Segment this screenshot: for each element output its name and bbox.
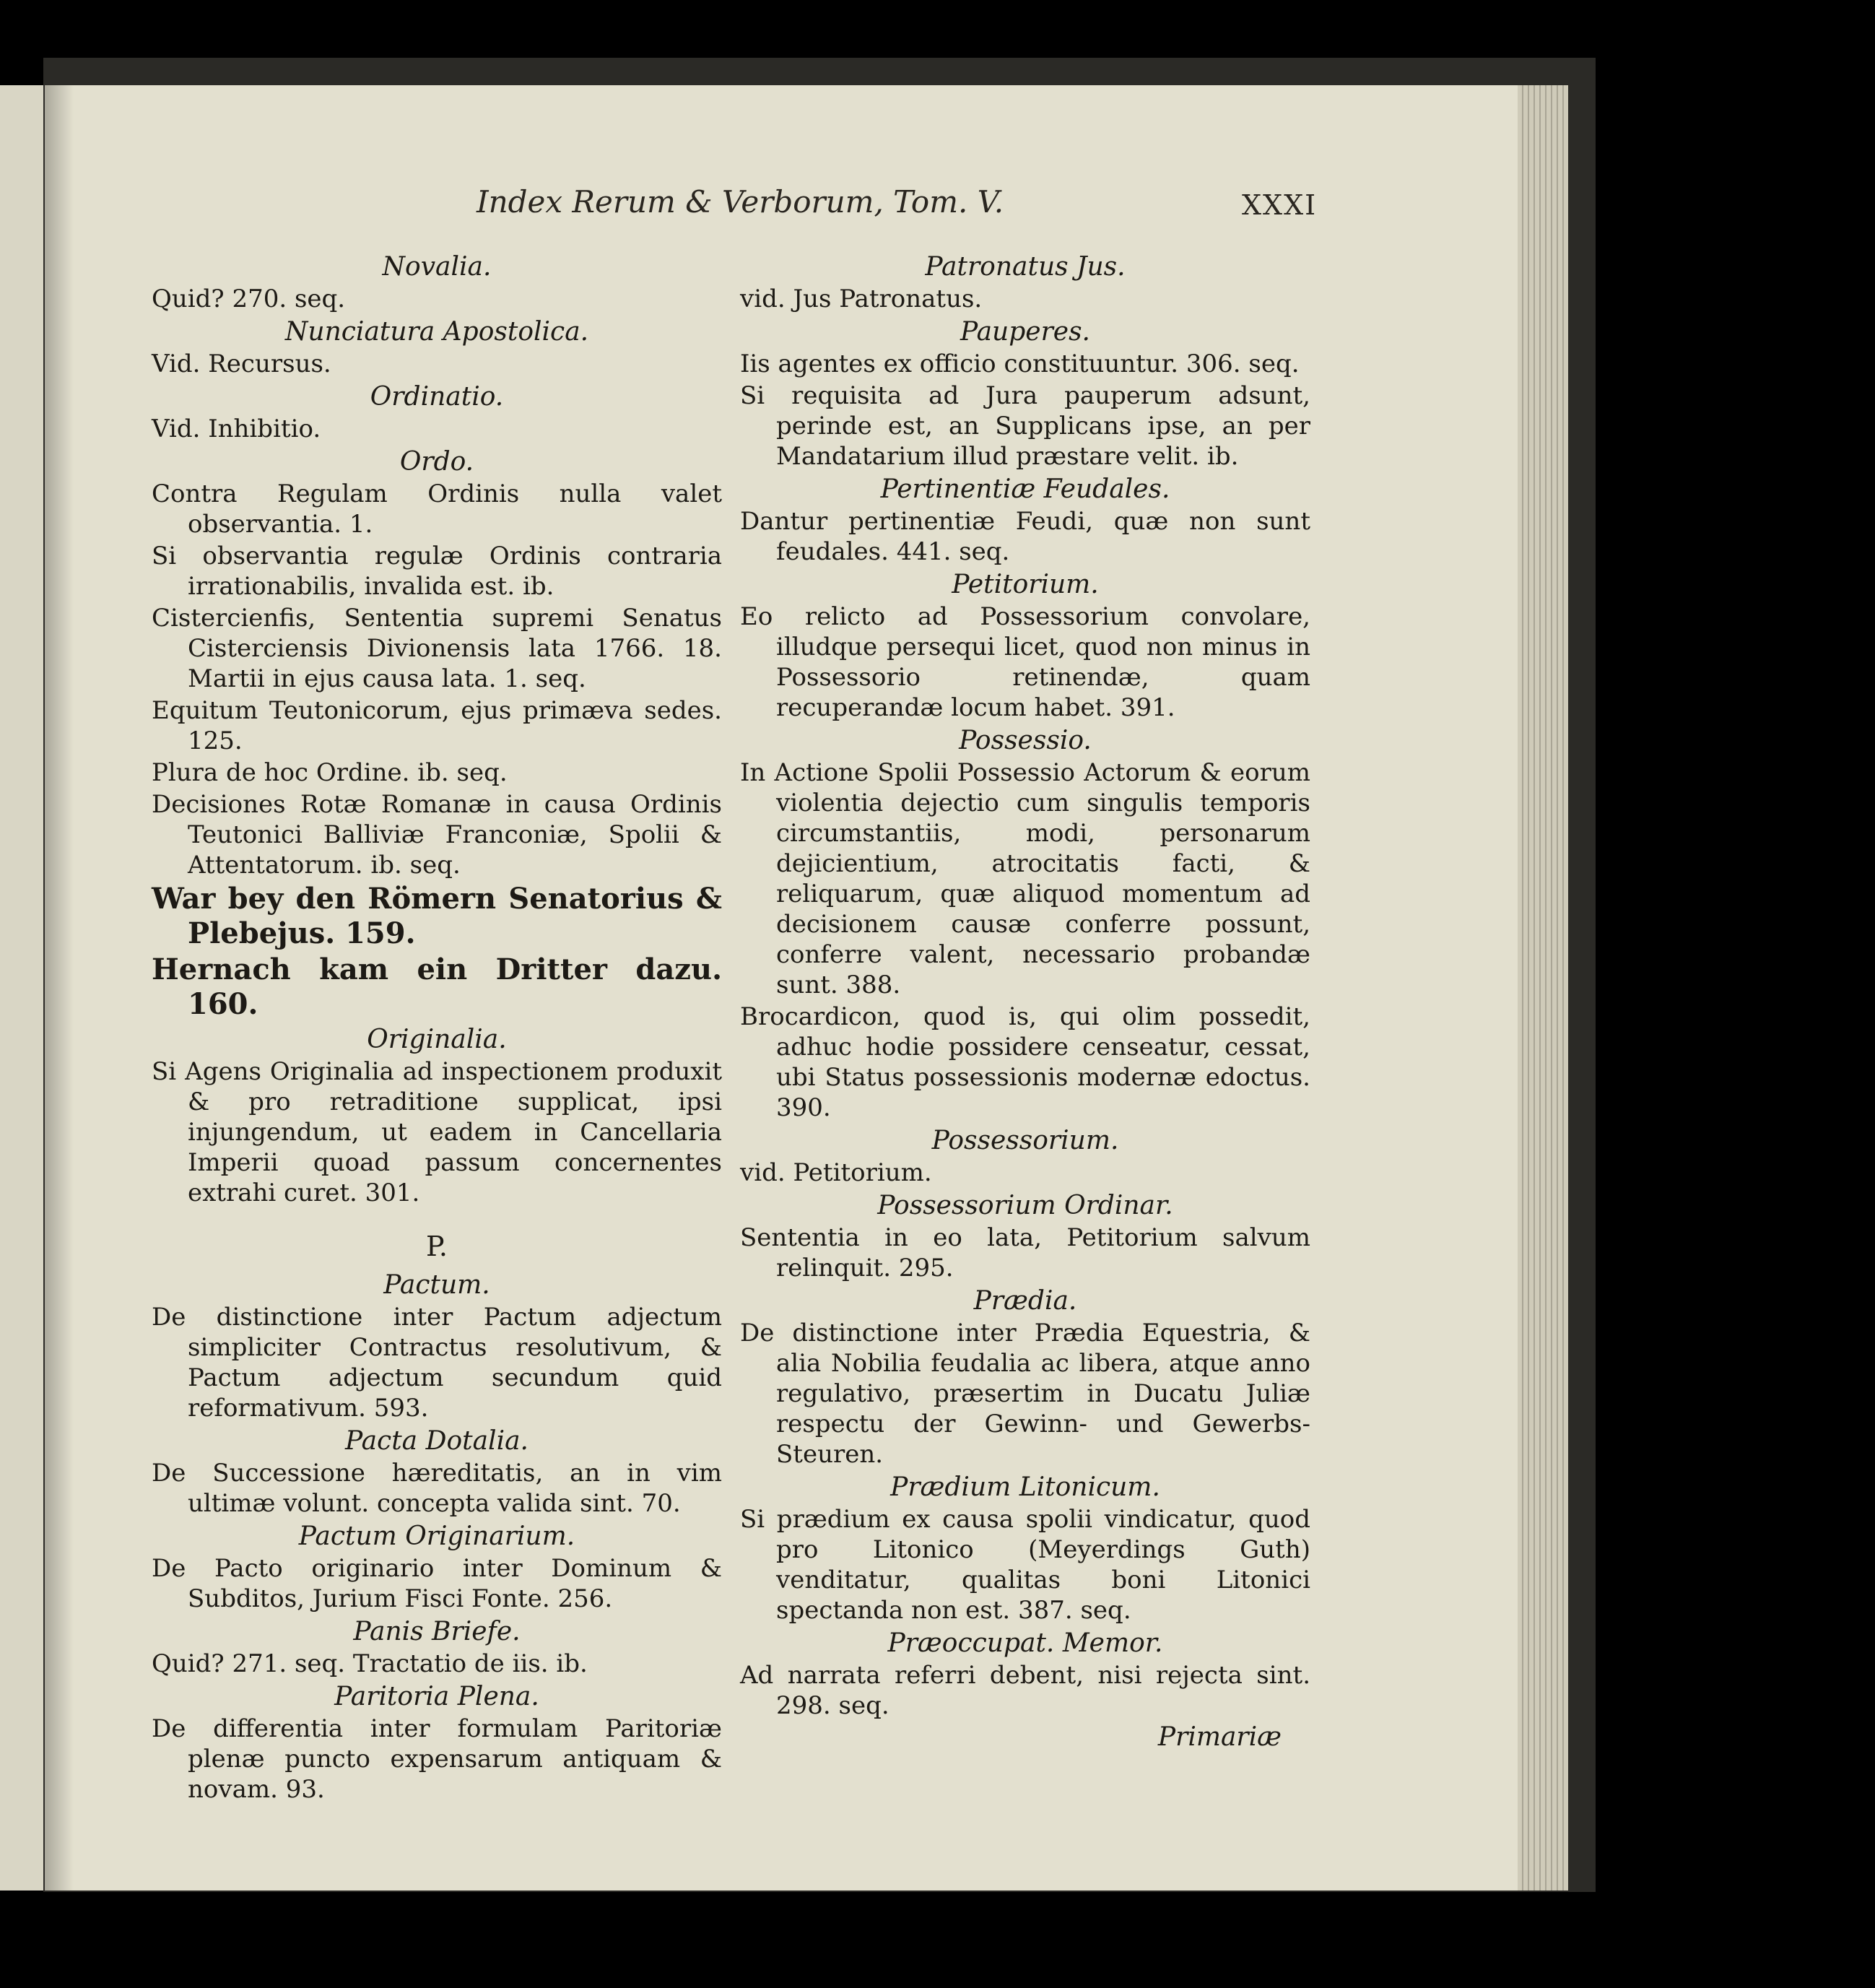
index-entry: War bey den Römern Senatorius & Plebejus. 159. [152, 882, 722, 950]
index-entry: De Pacto originario inter Dominum & Subditos, Jurium Fisci Fonte. 256. [152, 1554, 722, 1613]
index-entry: vid. Jus Patronatus. [740, 285, 983, 313]
index-entry: Brocardicon, quod is, qui olim possedit, adhuc hodie possidere censeatur, cessat, ubi Status possessionis modernæ edoctus. 390. [740, 1002, 1310, 1122]
gutter-shadow [45, 85, 74, 1891]
index-heading: Novalia. [382, 252, 492, 282]
index-entry: Iis agentes ex officio constituuntur. 306. seq. [740, 350, 1300, 378]
page-number: XXXI [1242, 189, 1318, 221]
index-entry: vid. Petitorium. [740, 1158, 932, 1187]
index-entry: Plura de hoc Ordine. ib. seq. [152, 758, 508, 787]
index-heading: Panis Briefe. [353, 1617, 521, 1646]
index-heading: Pauperes. [960, 317, 1091, 347]
index-heading: Prædium Litonicum. [890, 1472, 1160, 1502]
index-entry: Eo relicto ad Possessorium convolare, illudque persequi licet, quod non minus in Possessorio retinendæ, quam recuperandæ locum habet. 391. [740, 602, 1310, 722]
index-entry: In Actione Spolii Possessio Actorum & eorum violentia dejectio cum singulis temporis circumstantiis, modi, personarum dejicientium, atrocitatis facti, & reliquarum, quæ aliquod momentum ad decisionem causæ conferre possunt, conferre valent, necessario probandæ sunt. 388. [740, 758, 1310, 999]
index-entry: Sententia in eo lata, Petitorium salvum relinquit. 295. [740, 1223, 1310, 1282]
index-entry: De distinctione inter Prædia Equestria, & alia Nobilia feudalia ac libera, atque anno regulativo, præsertim in Ducatu Juliæ respectu der Gewinn- und Gewerbs- Steuren. [740, 1319, 1310, 1469]
index-entry: Ad narrata referri debent, nisi rejecta sint. 298. seq. [740, 1661, 1310, 1720]
index-entry: Si Agens Originalia ad inspectionem produxit & pro retraditione supplicat, ipsi injungendum, ut eadem in Cancellaria Imperii quoad passum concernentes extrahi curet. 301. [152, 1057, 722, 1207]
right-column [740, 249, 1310, 1753]
index-entry: Quid? 270. seq. [152, 285, 346, 313]
running-header: Index Rerum & Verborum, Tom. V. [477, 184, 1004, 220]
index-heading: Pacta Dotalia. [344, 1426, 528, 1456]
index-entry: Equitum Teutonicorum, ejus primæva sedes. 125. [152, 696, 722, 755]
facing-page-edge [0, 85, 43, 1891]
index-entry: De distinctione inter Pactum adjectum simpliciter Contractus resolutivum, & Pactum adjectum secundum quid reformativum. 593. [152, 1303, 722, 1423]
index-entry: Vid. Inhibitio. [152, 414, 321, 443]
index-heading: Originalia. [367, 1025, 507, 1054]
index-heading: Pactum. [383, 1270, 490, 1300]
index-entry: Vid. Recursus. [152, 350, 331, 378]
page-stack-edge [1518, 85, 1568, 1891]
index-heading: Patronatus Jus. [925, 252, 1126, 282]
index-heading: Prædia. [973, 1286, 1077, 1316]
index-entry: Dantur pertinentiæ Feudi, quæ non sunt feudales. 441. seq. [740, 507, 1310, 566]
index-heading: Petitorium. [952, 570, 1099, 599]
index-entry: Si prædium ex causa spolii vindicatur, quod pro Litonico (Meyerdings Guth) venditatur, qualitas boni Litonici spectanda non est. 387. seq. [740, 1505, 1310, 1625]
index-entry: Contra Regulam Ordinis nulla valet observantia. 1. [152, 479, 722, 539]
index-entry: De Successione hæreditatis, an in vim ultimæ volunt. concepta valida sint. 70. [152, 1459, 722, 1518]
catchword: Primariæ [1157, 1722, 1282, 1752]
index-heading: Possessorium. [931, 1126, 1119, 1155]
index-heading: Præoccupat. Memor. [887, 1628, 1163, 1658]
index-heading: Paritoria Plena. [334, 1682, 539, 1711]
index-heading: Ordinatio. [370, 382, 504, 412]
index-entry: Hernach kam ein Dritter dazu. 160. [152, 952, 722, 1021]
index-entry: De differentia inter formulam Paritoriæ plenæ puncto expensarum antiquam & novam. 93. [152, 1714, 722, 1804]
section-letter: P. [426, 1230, 448, 1262]
index-heading: Pactum Originarium. [298, 1522, 575, 1551]
index-entry: Si requisita ad Jura pauperum adsunt, perinde est, an Supplicans ipse, an per Mandatarium illud præstare velit. ib. [740, 381, 1310, 471]
index-heading: Nunciatura Apostolica. [284, 317, 589, 347]
index-entry: Si observantia regulæ Ordinis contraria irrationabilis, invalida est. ib. [152, 542, 722, 601]
index-entry: Quid? 271. seq. Tractatio de iis. ib. [152, 1649, 588, 1678]
index-entry: Cistercienfis, Sententia supremi Senatus Cisterciensis Divionensis lata 1766. 18. Martii in ejus causa lata. 1. seq. [152, 604, 722, 693]
index-heading: Possessorium Ordinar. [877, 1191, 1173, 1220]
index-heading: Ordo. [399, 447, 474, 477]
index-entry: Decisiones Rotæ Romanæ in causa Ordinis Teutonici Balliviæ Franconiæ, Spolii & Attentatorum. ib. seq. [152, 790, 722, 880]
left-column [152, 249, 722, 1806]
index-heading: Possessio. [959, 726, 1092, 755]
index-heading: Pertinentiæ Feudales. [880, 474, 1170, 504]
